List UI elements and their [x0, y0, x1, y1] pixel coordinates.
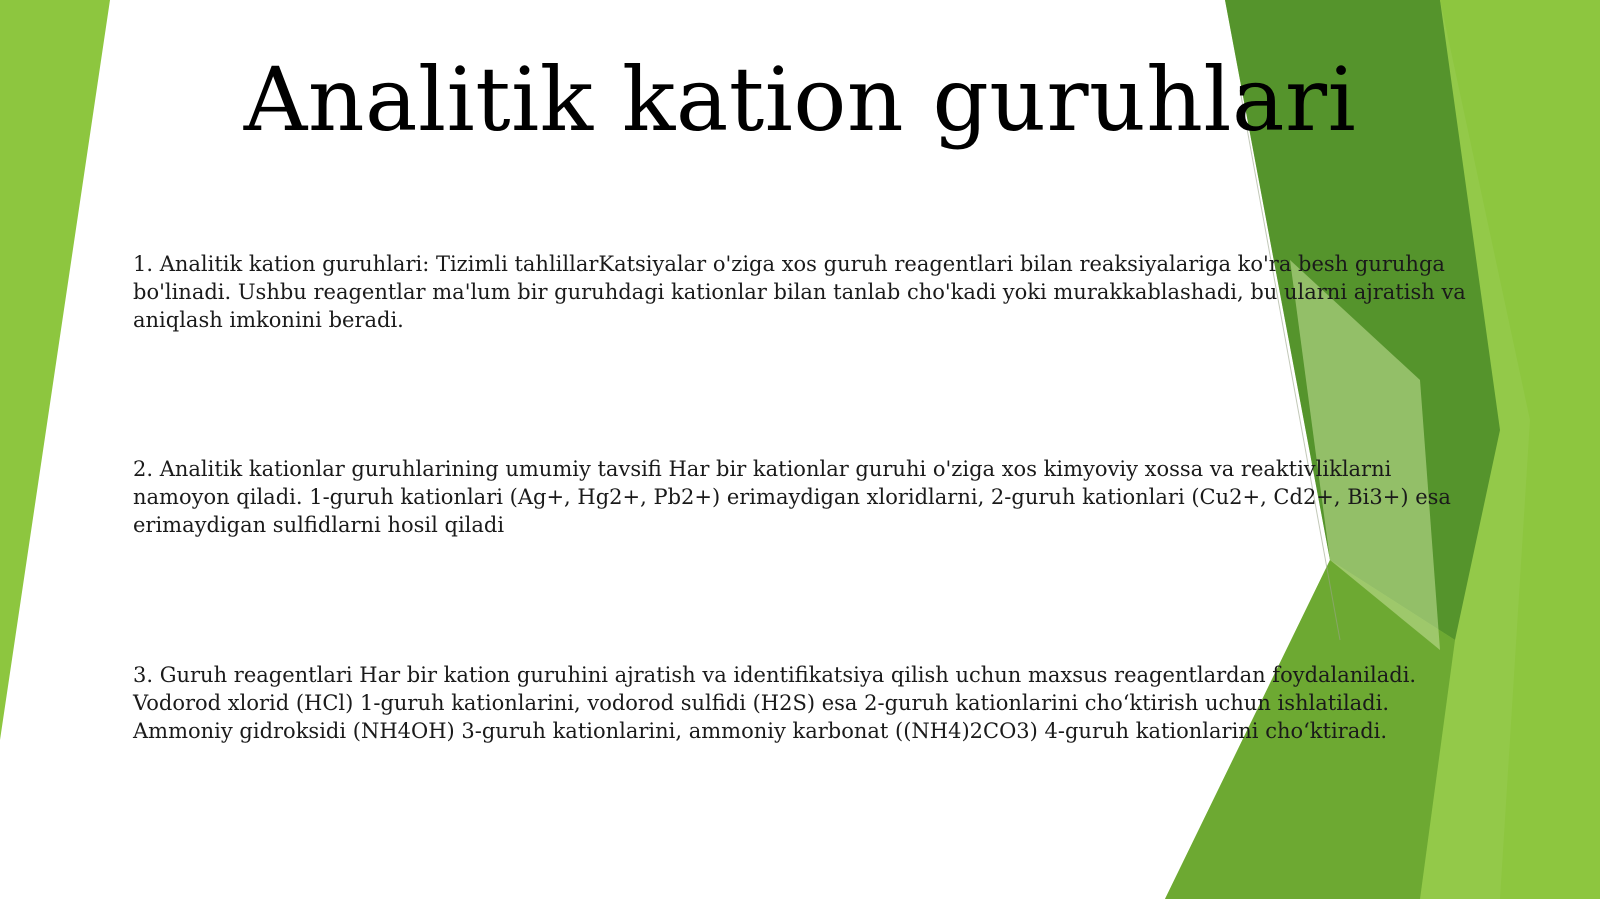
- paragraph-3: 3. Guruh reagentlari Har bir kation guruhini ajratish va identifikatsiya qilish uchun maxsus reagentlardan foydalaniladi. Vodorod xlorid (HCl) 1-guruh kationlarini, vodorod sulfidi (H2S) esa 2-guruh kationlarini cho‘ktirish uchun ishlatiladi. Ammoniy gidroksidi (NH4OH) 3-guruh kationlarini, ammoniy karbonat ((NH4)2CO3) 4-guruh kationlarini cho‘ktiradi.: [133, 663, 1417, 743]
- paragraph-2: 2. Analitik kationlar guruhlarining umumiy tavsifi Har bir kationlar guruhi o'ziga xos kimyoviy xossa va reaktivliklarni namoyon qiladi. 1-guruh kationlari (Ag+, Hg2+, Pb2+) erimaydigan xloridlarni, 2-guruh kationlari (Cu2+, Cd2+, Bi3+) esa erimaydigan sulfidlarni hosil qiladi: [133, 457, 1451, 537]
- paragraph-1: 1. Analitik kation guruhlari: Tizimli tahlillarKatsiyalar o'ziga xos guruh reagentlari bilan reaksiyalariga ko'ra besh guruhga bo'linadi. Ushbu reagentlar ma'lum bir guruhdagi kationlar bilan tanlab cho'kadi yoki murakkablashadi, bu ularni ajratish va aniqlash imkonini beradi.: [133, 252, 1466, 332]
- slide-title: Analitik kation guruhlari: [243, 48, 1357, 151]
